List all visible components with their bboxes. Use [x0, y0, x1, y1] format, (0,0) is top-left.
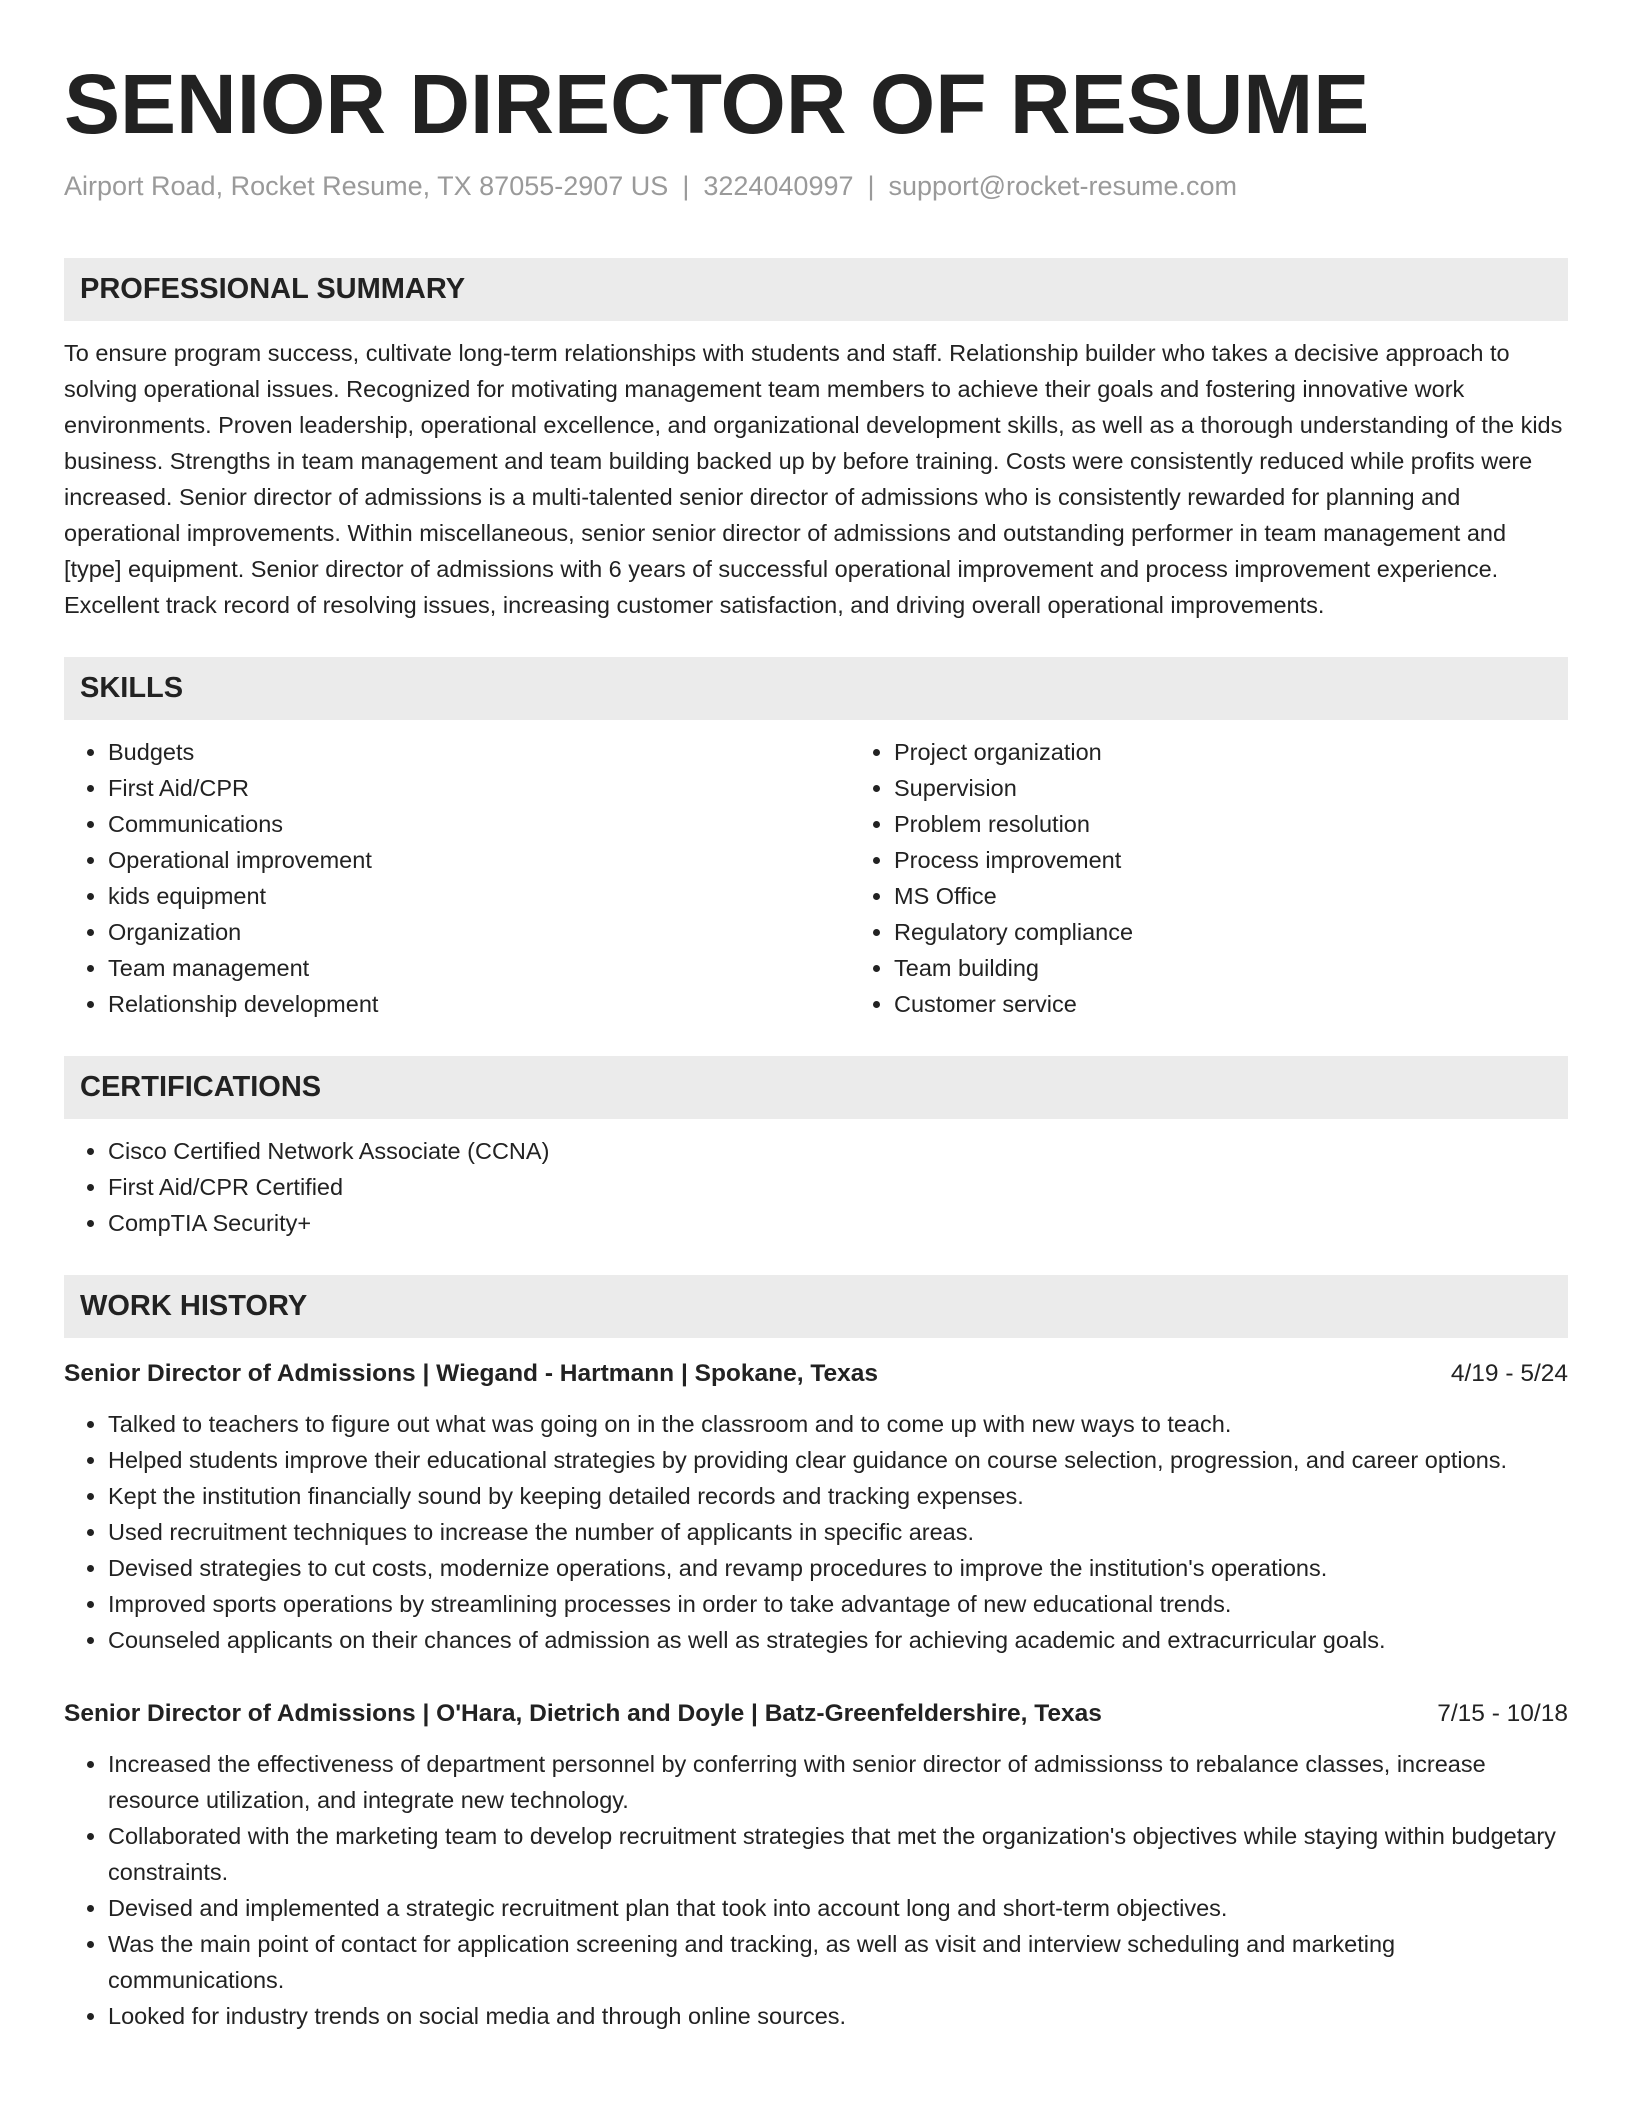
skill-item: • Team building: [894, 950, 1632, 986]
contact-email: support@rocket-resume.com: [888, 171, 1238, 201]
skill-item: • kids equipment: [108, 878, 850, 914]
resume-name: SENIOR DIRECTOR OF RESUME: [64, 57, 1370, 151]
job-bullet: • Devised and implemented a strategic recruitment plan that took into account long and short-term objectives.: [108, 1890, 1568, 1926]
job-dates: 7/15 - 10/18: [1437, 1700, 1568, 1727]
skill-item: • Customer service: [894, 986, 1632, 1022]
skills-list-right: [850, 734, 1632, 1022]
job-bullet: • Looked for industry trends on social media and through online sources.: [108, 1998, 1568, 2034]
job-header: [64, 1696, 1568, 1732]
summary-paragraph: To ensure program success, cultivate long-term relationships with students and staff. Relationship builder who takes a decisive approach to solving operational issues. Recognized for motivating management team members to achieve their goals and fostering innovative work environments. Proven leadership, operational excellence, and organizational development skills, as well as a thorough understanding of the kids business. Strengths in team management and team building backed up by before training. Costs were consistently reduced while profits were increased. Senior director of admissions is a multi-talented senior director of admissions who is consistently rewarded for planning and operational improvements. Within miscellaneous, senior senior director of admissions and outstanding performer in team management and [type] equipment. Senior director of admissions with 6 years of successful operational improvement and process improvement experience. Excellent track record of resolving issues, increasing customer satisfaction, and driving overall operational improvements.: [64, 340, 1563, 618]
skill-item: • First Aid/CPR: [108, 770, 850, 806]
contact-separator: |: [682, 171, 690, 201]
contact-phone: 3224040997: [703, 171, 854, 201]
job-bullet: • Counseled applicants on their chances of admission as well as strategies for achieving academic and extracurricular goals.: [108, 1622, 1568, 1658]
job-bullet: • Helped students improve their educational strategies by providing clear guidance on course selection, progression, and career options.: [108, 1442, 1568, 1478]
skill-item: • Project organization: [894, 734, 1632, 770]
skills-columns: [64, 734, 1568, 1022]
skill-item: • Relationship development: [108, 986, 850, 1022]
professional-summary-section: [64, 258, 1568, 623]
job-header: [64, 1356, 1568, 1392]
contact-address: Airport Road, Rocket Resume, TX 87055-2907 US: [64, 171, 669, 201]
certifications-section: [64, 1056, 1568, 1241]
job-entry: [64, 1696, 1568, 2034]
skill-item: • Budgets: [108, 734, 850, 770]
job-bullet: • Collaborated with the marketing team to develop recruitment strategies that met the organization's objectives while staying within budgetary constraints.: [108, 1818, 1568, 1890]
job-entry: [64, 1356, 1568, 1658]
job-dates: 4/19 - 5/24: [1450, 1360, 1568, 1387]
contact-line: [64, 168, 1568, 204]
contact-separator: |: [867, 171, 875, 201]
skills-list-left: [64, 734, 850, 1022]
job-bullets: [64, 1746, 1568, 2034]
section-heading-certifications: CERTIFICATIONS: [64, 1056, 1568, 1119]
skill-item: • Operational improvement: [108, 842, 850, 878]
job-title: Senior Director of Admissions | O'Hara, Dietrich and Doyle | Batz-Greenfeldershire, Texas: [64, 1700, 1102, 1727]
job-bullet: • Increased the effectiveness of department personnel by conferring with senior director of admissionss to rebalance classes, increase resource utilization, and integrate new technology.: [108, 1746, 1568, 1818]
skill-item: • Process improvement: [894, 842, 1632, 878]
skills-section: [64, 657, 1568, 1022]
job-title: Senior Director of Admissions | Wiegand - Hartmann | Spokane, Texas: [64, 1360, 878, 1387]
work-history-section: [64, 1275, 1568, 2034]
job-bullet: • Was the main point of contact for application screening and tracking, as well as visit and interview scheduling and marketing communications.: [108, 1926, 1568, 1998]
skill-item: • MS Office: [894, 878, 1632, 914]
section-heading-summary: PROFESSIONAL SUMMARY: [64, 258, 1568, 321]
job-bullet: • Kept the institution financially sound by keeping detailed records and tracking expenses.: [108, 1478, 1568, 1514]
job-bullets: [64, 1406, 1568, 1658]
skill-item: • Regulatory compliance: [894, 914, 1632, 950]
certifications-list: [64, 1133, 1568, 1241]
job-bullet: • Used recruitment techniques to increase the number of applicants in specific areas.: [108, 1514, 1568, 1550]
job-bullet: • Talked to teachers to figure out what was going on in the classroom and to come up with new ways to teach.: [108, 1406, 1568, 1442]
skill-item: • Team management: [108, 950, 850, 986]
certification-item: • First Aid/CPR Certified: [108, 1169, 1568, 1205]
job-bullet: • Improved sports operations by streamlining processes in order to take advantage of new educational trends.: [108, 1586, 1568, 1622]
certification-item: • Cisco Certified Network Associate (CCNA): [108, 1133, 1568, 1169]
job-bullet: • Devised strategies to cut costs, modernize operations, and revamp procedures to improve the institution's operations.: [108, 1550, 1568, 1586]
skill-item: • Organization: [108, 914, 850, 950]
skill-item: • Problem resolution: [894, 806, 1632, 842]
certification-item: • CompTIA Security+: [108, 1205, 1568, 1241]
section-heading-skills: SKILLS: [64, 657, 1568, 720]
skill-item: • Supervision: [894, 770, 1632, 806]
section-heading-work-history: WORK HISTORY: [64, 1275, 1568, 1338]
skill-item: • Communications: [108, 806, 850, 842]
